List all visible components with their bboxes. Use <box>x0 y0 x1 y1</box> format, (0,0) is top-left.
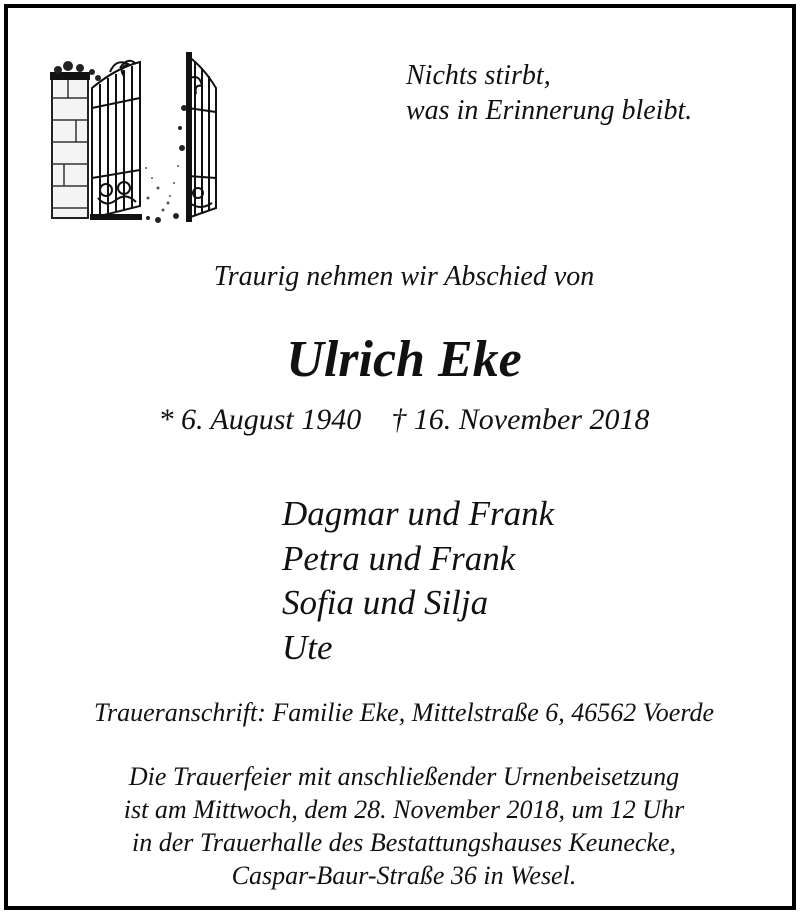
mourner-item: Sofia und Silja <box>282 583 489 622</box>
ceremony-details <box>8 760 800 892</box>
mourner-item: Dagmar und Frank <box>282 494 555 533</box>
ceremony-line: in der Trauerhalle des Bestattungshauses Keunecke, <box>131 828 676 857</box>
open-gate-icon <box>48 48 228 228</box>
ceremony-line: Caspar-Baur-Straße 36 in Wesel. <box>231 861 577 890</box>
mourning-address: Traueranschrift: Familie Eke, Mittelstraße 6, 46562 Voerde <box>93 698 715 727</box>
death-date: † 16. November 2018 <box>391 403 650 436</box>
life-dates <box>8 403 800 437</box>
deceased-name: Ulrich Eke <box>286 331 522 388</box>
mourner-item: Ute <box>282 627 333 667</box>
ceremony-line: ist am Mittwoch, dem 28. November 2018, um 12 Uhr <box>123 795 685 824</box>
motto <box>406 58 692 128</box>
mourner-item: Petra und Frank <box>282 538 516 578</box>
obituary-frame <box>4 4 796 910</box>
ceremony-line: Die Trauerfeier mit anschließender Urnenbeisetzung <box>128 762 680 791</box>
mourners-list <box>282 492 554 670</box>
motto-line-1: Nichts stirbt, <box>406 60 551 91</box>
intro-text: Traurig nehmen wir Abschied von <box>213 261 595 292</box>
motto-line-2: was in Erinnerung bleibt. <box>406 95 693 126</box>
birth-date: * 6. August 1940 <box>158 403 362 436</box>
